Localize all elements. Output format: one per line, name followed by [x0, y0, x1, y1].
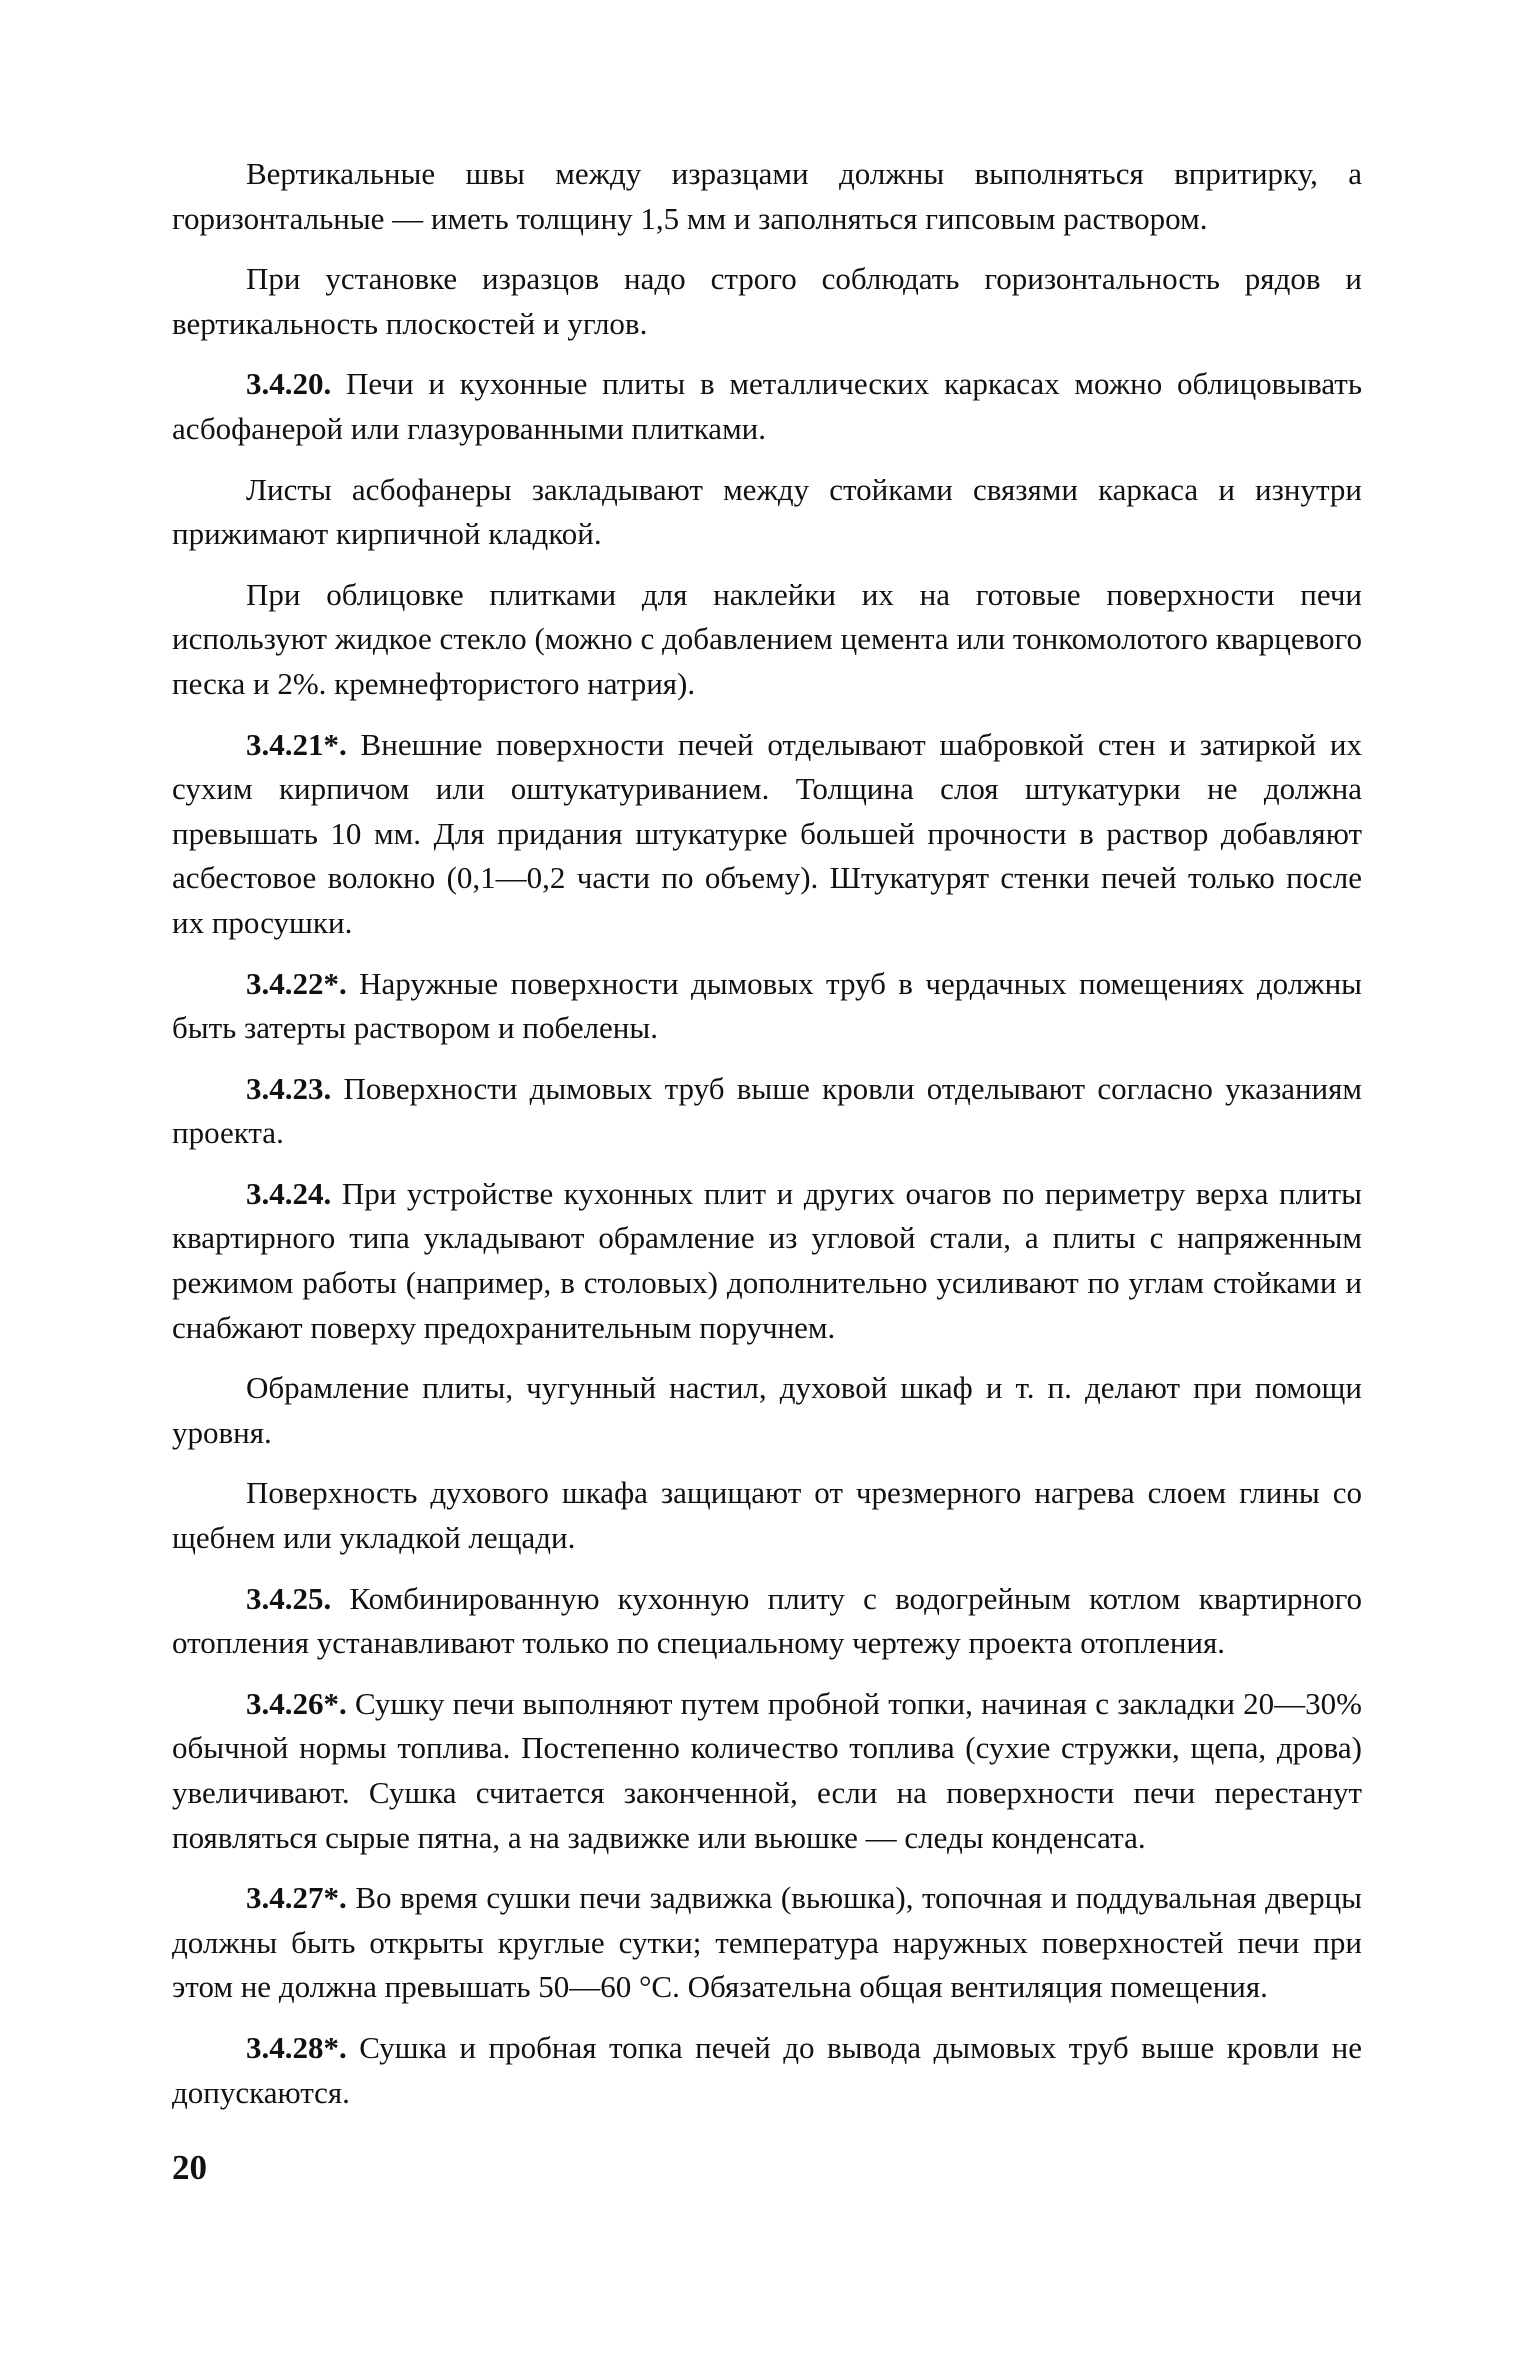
paragraph	[172, 1366, 1362, 1455]
clause-number: 3.4.22*.	[246, 965, 347, 1001]
paragraph	[172, 152, 1362, 241]
clause-number: 3.4.21*.	[246, 726, 347, 762]
paragraph-text: Во время сушки печи задвижка (вьюшка), топочная и поддувальная дверцы должны быть открыты круглые сутки; температура наружных поверхностей печи при этом не должна превышать 50—60 °С. Обязательна общая вентиляция помещения.	[172, 1880, 1363, 2005]
paragraph	[172, 723, 1362, 946]
clause-number: 3.4.26*.	[246, 1685, 347, 1721]
paragraph	[172, 1067, 1362, 1156]
paragraph	[172, 573, 1362, 707]
clause-number: 3.4.27*.	[246, 1880, 347, 1916]
paragraph-text: Печи и кухонные плиты в металлических каркасах можно облицовывать асбофанерой или глазурованными плитками.	[172, 366, 1362, 446]
paragraph	[172, 468, 1362, 557]
paragraph-text: Комбинированную кухонную плиту с водогрейным котлом квартирного отопления устанавливают только по специальному чертежу проекта отопления.	[172, 1580, 1363, 1661]
paragraph-text: При установке изразцов надо строго соблюдать горизонтальность рядов и вертикальность плоскостей и углов.	[172, 261, 1362, 341]
clause-number: 3.4.28*.	[246, 2029, 347, 2065]
body-text	[172, 152, 1362, 2131]
paragraph-text: Наружные поверхности дымовых труб в чердачных помещениях должны быть затерты раствором и побелены.	[172, 965, 1363, 1046]
clause-number: 3.4.24.	[246, 1175, 332, 1211]
clause-number: 3.4.20.	[246, 366, 332, 402]
paragraph	[172, 1471, 1362, 1560]
clause-number: 3.4.25.	[246, 1580, 332, 1616]
paragraph	[172, 1577, 1362, 1666]
paragraph-text: При устройстве кухонных плит и других очагов по периметру верха плиты квартирного типа укладывают обрамление из угловой стали, а плиты с напряженным режимом работы (например, в столовых) дополнительно усиливают по углам стойками и снабжают поверху предохранительным поручнем.	[172, 1175, 1363, 1345]
paragraph	[172, 257, 1362, 346]
paragraph-text: Листы асбофанеры закладывают между стойками связями каркаса и изнутри прижимают кирпичной кладкой.	[172, 471, 1362, 552]
page-number: 20	[172, 2148, 207, 2187]
paragraph	[172, 1876, 1362, 2010]
paragraph-text: Поверхность духового шкафа защищают от чрезмерного нагрева слоем глины со щебнем или укладкой лещади.	[172, 1475, 1362, 1556]
paragraph-text: Сушка и пробная топка печей до вывода дымовых труб выше кровли не допускаются.	[172, 2029, 1362, 2110]
paragraph-text: При облицовке плитками для наклейки их на готовые поверхности печи используют жидкое стекло (можно с добавлением цемента или тонкомолотого кварцевого песка и 2%. кремнефтористого натрия).	[172, 576, 1362, 701]
paragraph	[172, 1682, 1362, 1860]
paragraph-text: Обрамление плиты, чугунный настил, духовой шкаф и т. п. делают при помощи уровня.	[172, 1370, 1362, 1450]
paragraph-text: Сушку печи выполняют путем пробной топки, начиная с закладки 20—30% обычной нормы топлива. Постепенно количество топлива (сухие стружки, щепа, дрова) увеличивают. Сушка считается законченной, если на поверхности печи перестанут появляться сырые пятна, а на задвижке или вьюшке — следы конденсата.	[172, 1685, 1362, 1855]
paragraph	[172, 1172, 1362, 1350]
paragraph-text: Поверхности дымовых труб выше кровли отделывают согласно указаниям проекта.	[172, 1070, 1363, 1151]
paragraph-text: Внешние поверхности печей отделывают шабровкой стен и затиркой их сухим кирпичом или оштукатуриванием. Толщина слоя штукатурки не должна превышать 10 мм. Для придания штукатурке большей прочности в раствор добавляют асбестовое волокно (0,1—0,2 части по объему). Штукатурят стенки печей только после их просушки.	[172, 726, 1362, 940]
paragraph	[172, 962, 1362, 1051]
paragraph	[172, 2026, 1362, 2115]
paragraph-text: Вертикальные швы между изразцами должны выполняться впритирку, а горизонтальные — иметь толщину 1,5 мм и заполняться гипсовым раствором.	[172, 156, 1362, 236]
paragraph	[172, 362, 1362, 451]
clause-number: 3.4.23.	[246, 1070, 332, 1106]
